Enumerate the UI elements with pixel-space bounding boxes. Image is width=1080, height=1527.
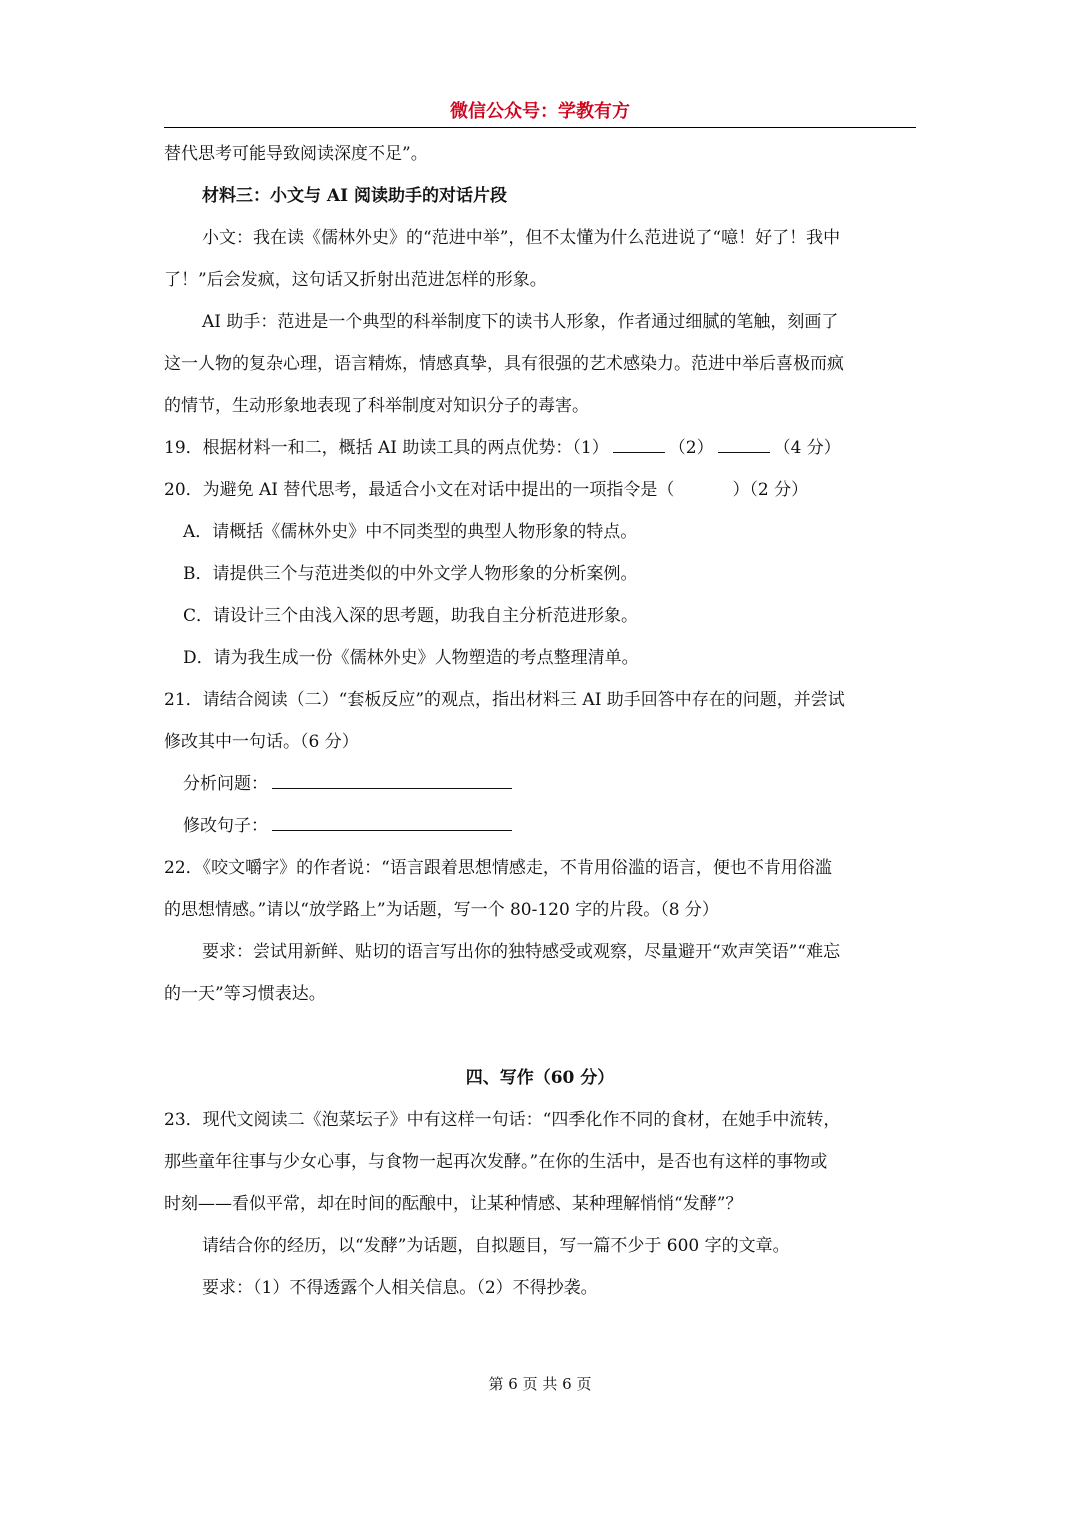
option-a: A．请概括《儒林外史》中不同类型的典型人物形象的特点。 xyxy=(183,522,638,542)
question-22-cont: 的思想情感。”请以“放学路上”为话题，写一个 80-120 字的片段。（8 分） xyxy=(164,900,719,920)
analysis-label: 分析问题： xyxy=(183,774,268,794)
question-23-cont: 时刻——看似平常，却在时间的酝酿中，让某种情感、某种理解悄悄“发酵”？ xyxy=(164,1194,743,1214)
answer-blank-1 xyxy=(613,430,665,453)
dialogue-line: 小文：我在读《儒林外史》的“范进中举”，但不太懂为什么范进说了“噫！好了！我中 xyxy=(202,228,841,248)
question-21: 21．请结合阅读（二）“套板反应”的观点，指出材料三 AI 助手回答中存在的问题，并尝试 xyxy=(164,690,845,710)
analysis-answer-line xyxy=(164,763,916,805)
ai-reply-line: 的情节，生动形象地表现了科举制度对知识分子的毒害。 xyxy=(164,396,589,416)
revision-blank xyxy=(272,808,512,831)
question-23-requirement: 要求：（1）不得透露个人相关信息。（2）不得抄袭。 xyxy=(202,1278,598,1298)
option-d: D．请为我生成一份《儒林外史》人物塑造的考点整理清单。 xyxy=(183,648,639,668)
option-c: C．请设计三个由浅入深的思考题，助我自主分析范进形象。 xyxy=(183,606,639,626)
question-19-text: 19．根据材料一和二，概括 AI 助读工具的两点优势：（1） xyxy=(164,438,609,458)
dialogue-line: 了！”后会发疯，这句话又折射出范进怎样的形象。 xyxy=(164,270,547,290)
analysis-blank xyxy=(272,766,512,789)
page-header: 微信公众号：学教有方 xyxy=(450,101,630,122)
revision-label: 修改句子： xyxy=(183,816,268,836)
question-20-end: ）（2 分） xyxy=(732,480,809,500)
section-four-title: 四、写作（60 分） xyxy=(465,1068,615,1088)
page-body xyxy=(164,133,916,1309)
question-20 xyxy=(164,469,916,511)
header-rule xyxy=(164,127,916,128)
ai-reply-line: AI 助手：范进是一个典型的科举制度下的读书人形象，作者通过细腻的笔触，刻画了 xyxy=(202,312,839,332)
option-b: B．请提供三个与范进类似的中外文学人物形象的分析案例。 xyxy=(183,564,638,584)
question-21-cont: 修改其中一句话。（6 分） xyxy=(164,732,359,752)
question-22-requirement-cont: 的一天”等习惯表达。 xyxy=(164,984,326,1004)
section-spacer xyxy=(164,1015,916,1057)
text-line: 替代思考可能导致阅读深度不足”。 xyxy=(164,144,428,164)
question-22-requirement: 要求：尝试用新鲜、贴切的语言写出你的独特感受或观察，尽量避开“欢声笑语”“难忘 xyxy=(202,942,841,962)
question-22: 22．《咬文嚼字》的作者说：“语言跟着思想情感走，不肯用俗滥的语言，便也不肯用俗滥 xyxy=(164,858,832,878)
material-three-heading: 材料三：小文与 AI 阅读助手的对话片段 xyxy=(202,186,507,206)
question-19-mid: （2） xyxy=(668,438,714,458)
question-20-text: 20．为避免 AI 替代思考，最适合小文在对话中提出的一项指令是（ xyxy=(164,480,675,500)
question-19 xyxy=(164,427,916,469)
ai-reply-line: 这一人物的复杂心理，语言精炼，情感真挚，具有很强的艺术感染力。范进中举后喜极而疯 xyxy=(164,354,844,374)
revision-answer-line xyxy=(164,805,916,847)
question-23-instruction: 请结合你的经历，以“发酵”为话题，自拟题目，写一篇不少于 600 字的文章。 xyxy=(202,1236,790,1256)
question-19-score: （4 分） xyxy=(773,438,841,458)
question-23-cont: 那些童年往事与少女心事，与食物一起再次发酵。”在你的生活中，是否也有这样的事物或 xyxy=(164,1152,828,1172)
page-number: 第 6 页 共 6 页 xyxy=(488,1375,592,1393)
answer-blank-2 xyxy=(718,430,770,453)
question-23: 23．现代文阅读二《泡菜坛子》中有这样一句话：“四季化作不同的食材，在她手中流转， xyxy=(164,1110,841,1130)
